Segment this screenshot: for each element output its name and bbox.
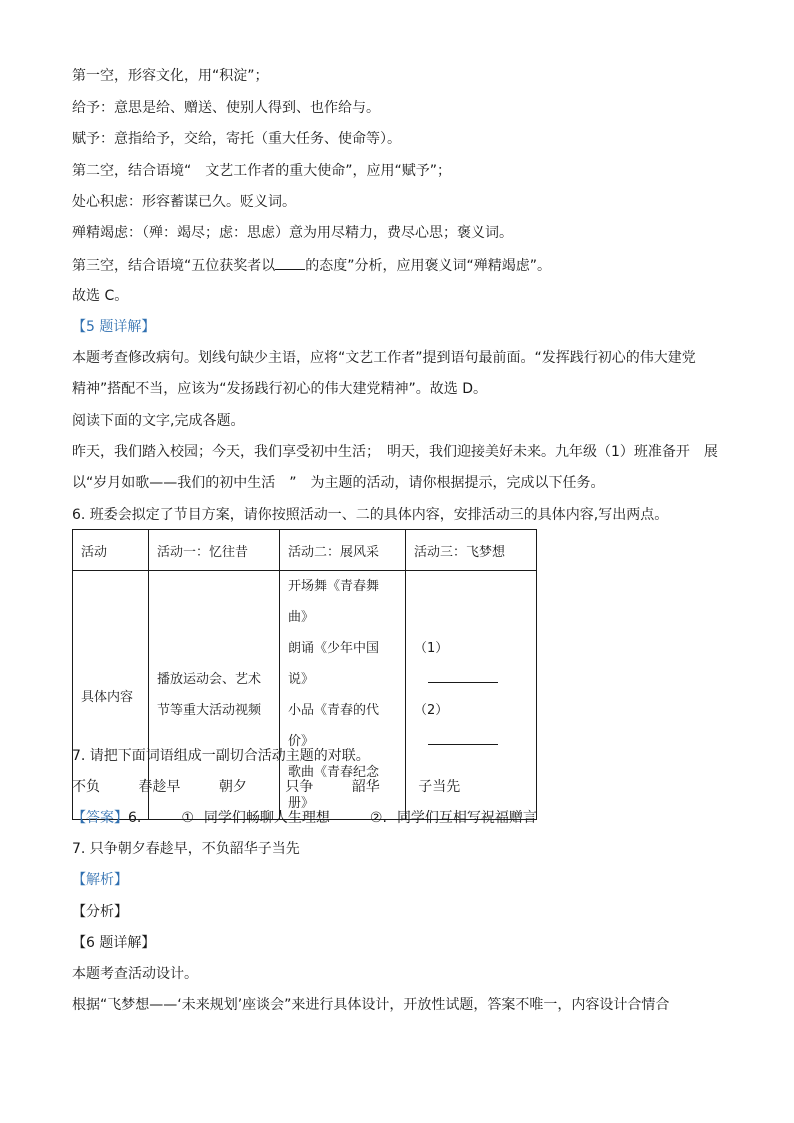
- cell-line: 节等重大活动视频: [157, 703, 262, 718]
- word-list: [72, 778, 494, 796]
- activity-plan-table: [72, 529, 537, 820]
- text-line: 第二空，结合语境“ 文艺工作者的重大使命”，应用“赋予”；: [72, 163, 452, 179]
- answer-7: 7. 只争朝夕春趁早，不负韶华子当先: [72, 841, 300, 857]
- fill-line-1: [414, 633, 528, 695]
- word: 不负: [72, 779, 100, 795]
- row-label-cell: 具体内容: [73, 571, 149, 820]
- fill-line-2: [414, 695, 528, 757]
- fill-blank: [275, 255, 305, 270]
- text-line: 昨天，我们踏入校园；今天，我们享受初中生活； 明天，我们迎接美好未来。九年级（1）班准备开 展: [72, 444, 718, 460]
- cell-line: 开场舞《青春舞曲》: [288, 579, 380, 625]
- text-line: 给予：意思是给、赠送、使别人得到、也作给与。: [72, 100, 380, 116]
- word: 子当先: [418, 779, 461, 795]
- text-line: 阅读下面的文字,完成各题。: [72, 413, 245, 429]
- text-line: 殚精竭虑：（殚：竭尽；虑：思虑）意为用尽精力，费尽心思；褒义词。: [72, 225, 513, 241]
- answer-marker: ②.: [369, 810, 387, 826]
- question-6: 6. 班委会拟定了节目方案，请你按照活动一、二的具体内容，安排活动三的具体内容,写出两点。: [72, 507, 669, 523]
- answer-text: 同学们畅聊人生理想: [203, 810, 330, 826]
- cell-line: 小品《青春的代价》: [288, 703, 380, 749]
- table-header-cell: 活动三：飞梦想: [406, 530, 537, 571]
- answer-text: 同学们互相写祝福赠言: [396, 810, 537, 826]
- table-header-cell: 活动: [73, 530, 149, 571]
- text-line: 精神”搭配不当，应该为“发扬践行初心的伟大建党精神”。故选 D。: [72, 381, 487, 397]
- fill-label: （2）: [414, 703, 449, 718]
- fill-label: （1）: [414, 641, 449, 656]
- cell-line: 朗诵《少年中国说》: [288, 641, 380, 687]
- section-heading: 【5 题详解】: [72, 319, 156, 335]
- section-heading: 【分析】: [72, 904, 128, 920]
- answer-marker: ①: [181, 810, 194, 826]
- answer-blank: [428, 670, 498, 683]
- text-line: 处心积虑：形容蓄谋已久。贬义词。: [72, 194, 296, 210]
- table-header-row: [73, 530, 537, 571]
- word: 韶华: [351, 779, 380, 795]
- answer-blank: [428, 732, 498, 745]
- text-line: 根据“飞梦想——‘未来规划’座谈会”来进行具体设计，开放性试题，答案不唯一，内容设计合情合: [72, 997, 670, 1013]
- word: 朝夕: [218, 779, 247, 795]
- text-line: 赋予：意指给予，交给，寄托（重大任务、使命等）。: [72, 131, 401, 147]
- cell-line: 播放运动会、艺术: [157, 672, 262, 687]
- text-line: 第一空，形容文化，用“积淀”；: [72, 68, 269, 84]
- text-line: 本题考查修改病句。划线句缺少主语，应将“文艺工作者”提到语句最前面。“发挥践行初心的伟大建党: [72, 350, 696, 366]
- text-line: 以“岁月如歌——我们的初中生活 ” 为主题的活动，请你根据提示，完成以下任务。: [72, 475, 605, 491]
- table-header-cell: 活动一：忆往昔: [149, 530, 280, 571]
- cell-line: 歌曲《青春纪念册》: [288, 765, 380, 811]
- word: 只争: [285, 779, 314, 795]
- text-segment: 第三空，结合语境“五位获奖者以: [72, 258, 276, 274]
- text-segment: 的态度”分析，应用褒义词“殚精竭虑”。: [305, 258, 552, 274]
- section-heading: 【解析】: [72, 872, 128, 888]
- table-header-cell: 活动二：展风采: [280, 530, 406, 571]
- section-heading: 【6 题详解】: [72, 935, 156, 951]
- text-line: 故选 C。: [72, 288, 129, 304]
- answer-line: [72, 809, 537, 827]
- question-7: 7. 请把下面词语组成一副切合活动主题的对联。: [72, 748, 370, 764]
- answer-tag: 【答案】: [72, 810, 128, 826]
- word: 春趁早: [138, 779, 181, 795]
- text-line: 本题考查活动设计。: [72, 966, 198, 982]
- answer-number: 6.: [128, 810, 142, 826]
- text-line: [72, 255, 551, 275]
